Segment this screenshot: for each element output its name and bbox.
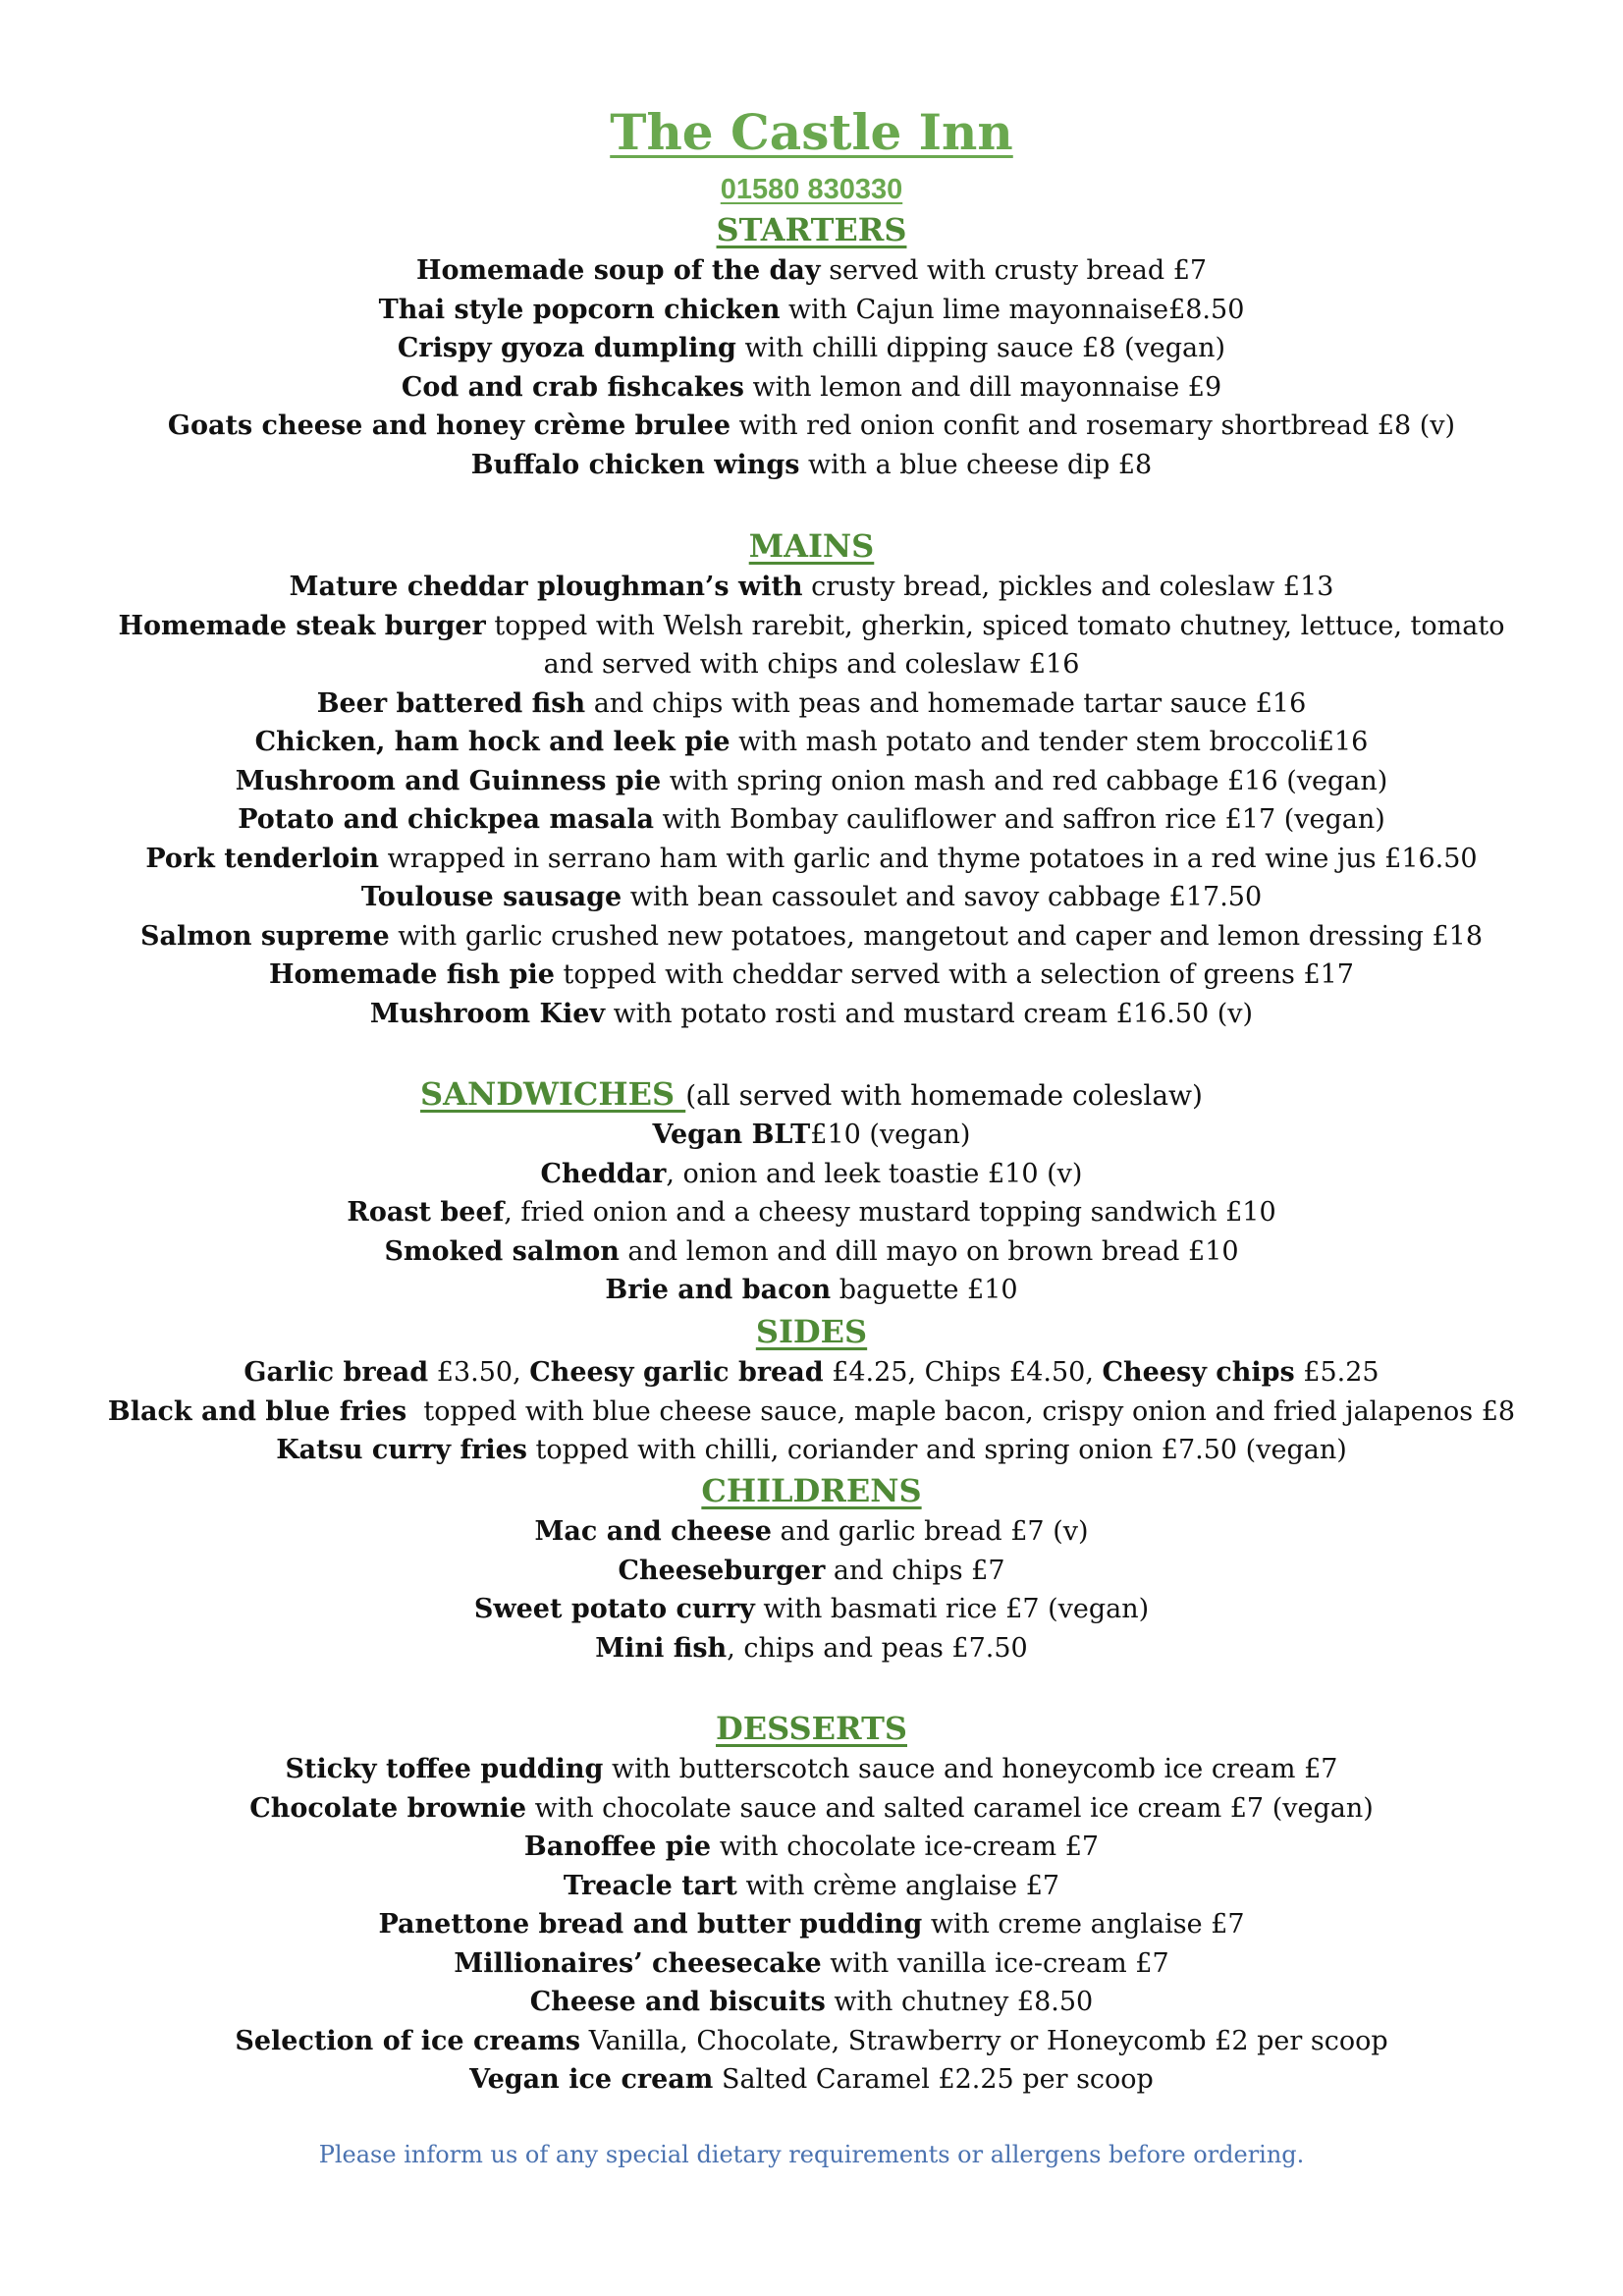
menu-item: Chicken, ham hock and leek pie with mash potato and tender stem broccoli£16 [254,727,1369,757]
menu-item: Sticky toffee pudding with butterscotch sauce and honeycomb ice cream £7 [285,1754,1338,1784]
menu-item: Brie and bacon baguette £10 [605,1275,1018,1305]
menu-item: Smoked salmon and lemon and dill mayo on brown bread £10 [384,1235,1239,1267]
desserts-section [0,1707,1623,2100]
menu-item: Millionaires’ cheesecake with vanilla ice-cream £7 [454,1947,1169,1979]
menu-item: Cheeseburger and chips £7 [618,1555,1005,1586]
menu-item: Treacle tart with crème anglaise £7 [563,1870,1060,1901]
menu-item: Mushroom and Guinness pie with spring onion mash and red cabbage £16 (vegan) [235,765,1388,796]
menu-item: Cod and crab fishcakes with lemon and dill mayonnaise £9 [401,371,1222,403]
menu-item: Toulouse sausage with bean cassoulet and savoy cabbage £17.50 [360,882,1263,912]
menu-item: Vegan ice cream Salted Caramel £2.25 per scoop [469,2064,1154,2095]
menu-item: Chocolate brownie with chocolate sauce and salted caramel ice cream £7 (vegan) [249,1792,1374,1824]
sandwiches-note: (all served with homemade coleslaw) [685,1079,1203,1112]
menu-item: Buffalo chicken wings with a blue cheese dip £8 [470,449,1153,480]
menu-item: Crispy gyoza dumpling with chilli dipping sauce £8 (vegan) [397,333,1226,363]
phone-number[interactable]: 01580 830330 [720,174,903,205]
menu-item: Mini fish, chips and peas £7.50 [595,1632,1028,1664]
menu-item: Mushroom Kiev with potato rosti and mustard cream £16.50 (v) [369,998,1254,1029]
menu-item: Roast beef, fried onion and a cheesy mustard topping sandwich £10 [347,1197,1276,1228]
menu-item: Mature cheddar ploughman’s with crusty bread, pickles and coleslaw £13 [289,572,1334,602]
menu-item: Black and blue fries topped with blue cheese sauce, maple bacon, crispy onion and fried jalapenos £8 [107,1395,1516,1427]
starters-section [0,208,1623,484]
menu-item: Beer battered fish and chips with peas and homemade tartar sauce £16 [316,687,1307,719]
menu-item: Cheese and biscuits with chutney £8.50 [529,1987,1094,2017]
menu-item: Salmon supreme with garlic crushed new potatoes, mangetout and caper and lemon dressing £18 [140,920,1483,952]
sides-section [0,1310,1623,1470]
allergen-notice: Please inform us of any special dietary requirements or allergens before ordering. [318,2141,1305,2168]
menu-item: Thai style popcorn chicken with Cajun lime mayonnaise£8.50 [378,294,1245,325]
section-heading-desserts: DESSERTS [716,1710,907,1747]
mains-section [0,524,1623,1033]
menu-item: Garlic bread £3.50, Cheesy garlic bread £4.25, Chips £4.50, Cheesy chips £5.25 [243,1357,1380,1388]
menu-item: Vegan BLT£10 (vegan) [652,1120,971,1150]
menu-item: Homemade soup of the day served with crusty bread £7 [415,255,1208,286]
menu-item: Potato and chickpea masala with Bombay cauliflower and saffron rice £17 (vegan) [238,804,1385,835]
menu-item: Selection of ice creams Vanilla, Chocolate, Strawberry or Honeycomb £2 per scoop [235,2025,1388,2056]
section-heading-starters: STARTERS [716,211,907,248]
section-heading-childrens: CHILDRENS [701,1472,922,1509]
menu-item: Pork tenderloin wrapped in serrano ham with garlic and thyme potatoes in a red wine jus £16.50 [145,843,1478,874]
menu-item: Banoffee pie with chocolate ice-cream £7 [523,1831,1100,1862]
menu-item: Homemade steak burger topped with Welsh rarebit, gherkin, spiced tomato chutney, lettuce, tomato and served with chips and coleslaw £16 [118,610,1505,680]
menu-item: Goats cheese and honey crème brulee with red onion confit and rosemary shortbread £8 (v) [167,410,1456,441]
menu-item: Panettone bread and butter pudding with creme anglaise £7 [378,1909,1245,1940]
menu-item: Mac and cheese and garlic bread £7 (v) [534,1516,1089,1547]
menu-item: Katsu curry fries topped with chilli, coriander and spring onion £7.50 (vegan) [276,1435,1347,1465]
section-heading-mains: MAINS [748,527,875,565]
menu-item: Sweet potato curry with basmati rice £7 (vegan) [473,1594,1150,1624]
menu-item: Homemade fish pie topped with cheddar served with a selection of greens £17 [269,959,1354,990]
restaurant-title: The Castle Inn [610,103,1013,161]
sandwiches-section [0,1072,1623,1310]
section-heading-sides: SIDES [755,1313,868,1350]
menu-item: Cheddar, onion and leek toastie £10 (v) [540,1158,1083,1189]
childrens-section [0,1469,1623,1667]
section-heading-sandwiches: SANDWICHES (all served with homemade coleslaw) [420,1075,1203,1113]
